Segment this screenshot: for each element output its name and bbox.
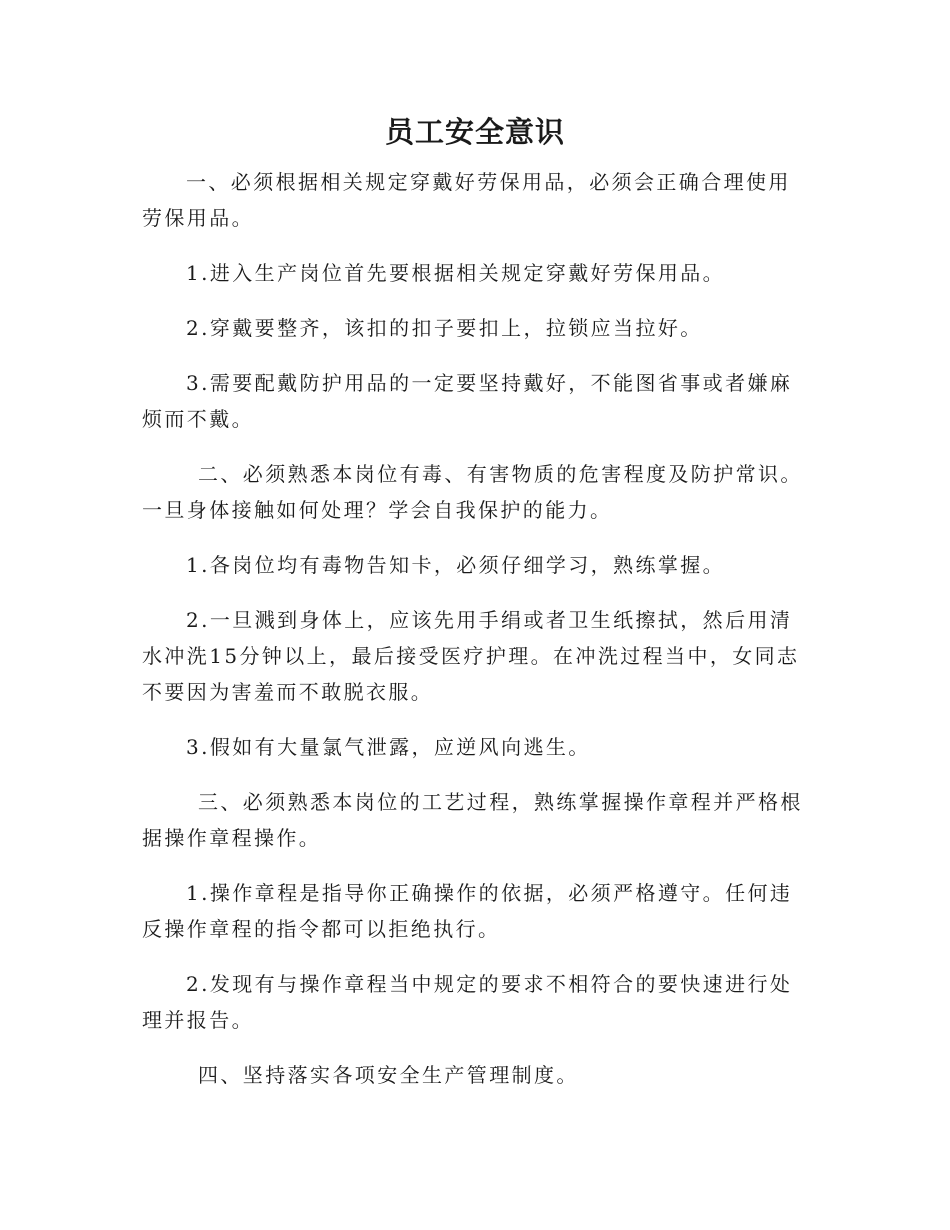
paragraph-item-3-2: 2.发现有与操作章程当中规定的要求不相符合的要快速进行处理并报告。 <box>142 972 793 1032</box>
document-title: 员工安全意识 <box>384 115 565 149</box>
document-body <box>142 164 808 1093</box>
paragraph-item-2-3: 3.假如有大量氯气泄露，应逆风向逃生。 <box>186 735 591 759</box>
paragraph-item-1-3: 3.需要配戴防护用品的一定要坚持戴好，不能图省事或者嫌麻烦而不戴。 <box>142 371 793 431</box>
paragraph-item-2-1: 1.各岗位均有毒物告知卡，必须仔细学习，熟练掌握。 <box>186 553 726 577</box>
paragraph-section-1: 一、必须根据相关规定穿戴好劳保用品，必须会正确合理使用劳保用品。 <box>142 170 791 230</box>
paragraph-section-2: 二、必须熟悉本岗位有毒、有害物质的危害程度及防护常识。一旦身体接触如何处理？学会自我保护的能力。 <box>142 462 803 522</box>
paragraph-section-3: 三、必须熟悉本岗位的工艺过程，熟练掌握操作章程并严格根据操作章程操作。 <box>142 790 803 850</box>
paragraph-item-1-2: 2.穿戴要整齐，该扣的扣子要扣上，拉锁应当拉好。 <box>186 316 703 340</box>
paragraph-section-4: 四、坚持落实各项安全生产管理制度。 <box>198 1063 579 1087</box>
paragraph-item-3-1: 1.操作章程是指导你正确操作的依据，必须严格遵守。任何违反操作章程的指令都可以拒绝执行。 <box>142 881 793 941</box>
paragraph-item-2-2: 2.一旦溅到身体上，应该先用手绢或者卫生纸擦拭，然后用清水冲洗15分钟以上，最后接受医疗护理。在冲洗过程当中，女同志不要因为害羞而不敢脱衣服。 <box>142 608 800 704</box>
paragraph-item-1-1: 1.进入生产岗位首先要根据相关规定穿戴好劳保用品。 <box>186 261 726 285</box>
